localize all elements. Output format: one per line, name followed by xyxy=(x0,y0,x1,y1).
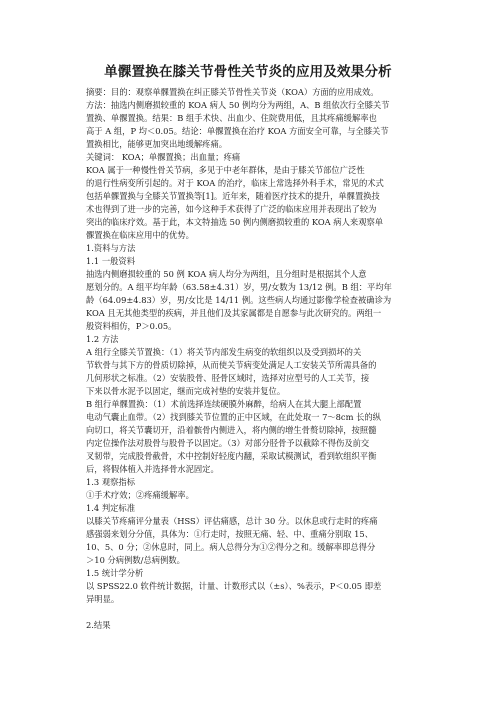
paragraph-line: 内定位操作法对股骨与股骨予以固定。（3）对部分胫骨予以截除不得伤及前交 xyxy=(86,438,370,448)
keywords-line: 关键词： KOA；单髁置换；出血量；疼痛 xyxy=(86,152,241,162)
intro-paragraph-line: KOA 属于一种慢性骨关节病，多见于中老年群体，是由于膝关节部位广泛性 xyxy=(86,165,365,175)
subsection-heading: 1.5 统计学分析 xyxy=(86,568,144,578)
paragraph-line: 电动气囊止血带。（2）找到膝关节位置的正中区域，在此处取一 7～8cm 长的纵 xyxy=(86,412,381,422)
subsection-heading: 1.1 一般资料 xyxy=(86,256,136,266)
subsection-heading: 1.2 方法 xyxy=(86,334,119,344)
paragraph-line: 以 SPSS22.0 软件统计数据，计量、计数形式以（±s）、%表示，P＜0.05 即差 xyxy=(86,581,382,591)
paragraph-line: ＞10 分病例数/总病例数。 xyxy=(86,555,185,565)
paragraph-line: KOA 且无其他类型的疾病，并且他们及其家属都是自愿参与此次研究的。两组一 xyxy=(86,308,382,318)
paragraph-line: 下来以骨水泥予以固定，继而完成衬垫的安装并复位。 xyxy=(86,386,286,396)
paragraph-line: 感强弱来划分分值，具体为：①行走时，按照无痛、轻、中、重痛分别取 15、 xyxy=(86,529,373,539)
paragraph-line: 叉韧带，完成股骨截骨，术中控制好轻度内翻，采取试模测试，看到软组织平衡 xyxy=(86,451,377,461)
paragraph-line: 向切口，将关节囊切开，沿着髌骨内侧进入，将内侧的增生骨赘切除掉，按照髓 xyxy=(86,425,377,435)
abstract-line: 置换、单髁置换。结果：B 组手术快、出血少、住院费用低，且其疼痛缓解率也 xyxy=(86,113,377,123)
intro-paragraph-line: 包括单髁置换与全膝关节置换等[1]。近年来，随着医疗技术的提升，单髁置换技 xyxy=(86,191,380,201)
paragraph-line: 抽选内侧磨损较重的 50 例 KOA 病人均分为两组，且分组时是根据其个人意 xyxy=(86,269,367,279)
intro-paragraph-line: 的退行性病变所引起的。对于 KOA 的治疗，临床上常选择外科手术，常见的术式 xyxy=(86,178,384,188)
paragraph-line: B 组行单髁置换：（1）术前选择连续硬膜外麻醉，给病人在其大腿上部配置 xyxy=(86,399,362,409)
paragraph-line: A 组行全膝关节置换：（1）将关节内部发生病变的软组织以及受到损坏的关 xyxy=(86,347,362,357)
abstract-line: 高于 A 组，P 均＜0.05。结论：单髁置换在治疗 KOA 方面安全可靠，与全膝关节 xyxy=(86,126,389,136)
paragraph-line: 愿划分的。A 组平均年龄（63.58±4.31）岁，男/女数为 13/12 例。B 组：平均年 xyxy=(86,282,392,292)
abstract-line: 摘要：目的：观察单髁置换在纠正膝关节骨性关节炎（KOA）方面的应用成效。 xyxy=(86,87,379,97)
subsection-heading: 1.4 判定标准 xyxy=(86,503,136,513)
intro-paragraph-line: 术也得到了进一步的完善，如今这种手术获得了广泛的临床应用并表现出了较为 xyxy=(86,204,377,214)
abstract-line: 置换相比，能够更加突出地缓解疼痛。 xyxy=(86,139,228,149)
abstract-line: 方法：抽选内侧磨损较重的 KOA 病人 50 例均分为两组，A、B 组依次行全膝关节 xyxy=(86,100,390,110)
intro-paragraph-line: 突出的临床疗效。基于此，本文特抽选 50 例内侧磨损较重的 KOA 病人来观察单 xyxy=(86,217,384,227)
intro-paragraph-line: 髁置换在临床应用中的优势。 xyxy=(86,230,194,240)
paragraph-line: 般资料相仿，P＞0.05。 xyxy=(86,321,177,331)
section-heading: 2.结果 xyxy=(86,620,111,630)
paragraph-line: 龄（64.09±4.83）岁，男/女比是 14/11 例。这些病人均通过影像学检查被确诊为 xyxy=(86,295,392,305)
section-heading: 1.资料与方法 xyxy=(86,243,136,253)
paragraph-line: 几何形状之标准。（2）安装股骨、胫骨区域时，选择对应型号的人工关节，接 xyxy=(86,373,370,383)
paragraph-line: 节软骨与其下方的骨质切除掉，从而使关节病变处满足人工安装关节所需具备的 xyxy=(86,360,377,370)
paragraph-line: 异明显。 xyxy=(86,594,120,604)
paragraph-line: 以膝关节疼痛评分量表（HSS）评估痛感，总计 30 分。以休息或行走时的疼痛 xyxy=(86,516,378,526)
page-title: 单髁置换在膝关节骨性关节炎的应用及效果分析 xyxy=(104,64,392,80)
subsection-heading: 1.3 观察指标 xyxy=(86,477,136,487)
paragraph-line: 后，将假体植入并选择骨水泥固定。 xyxy=(86,464,219,474)
paragraph-line: ①手术疗效；②疼痛缓解率。 xyxy=(86,490,194,500)
paragraph-line: 10、5、0 分；②休息时，同上。病人总得分为①②得分之和。缓解率即总得分 xyxy=(86,542,376,552)
